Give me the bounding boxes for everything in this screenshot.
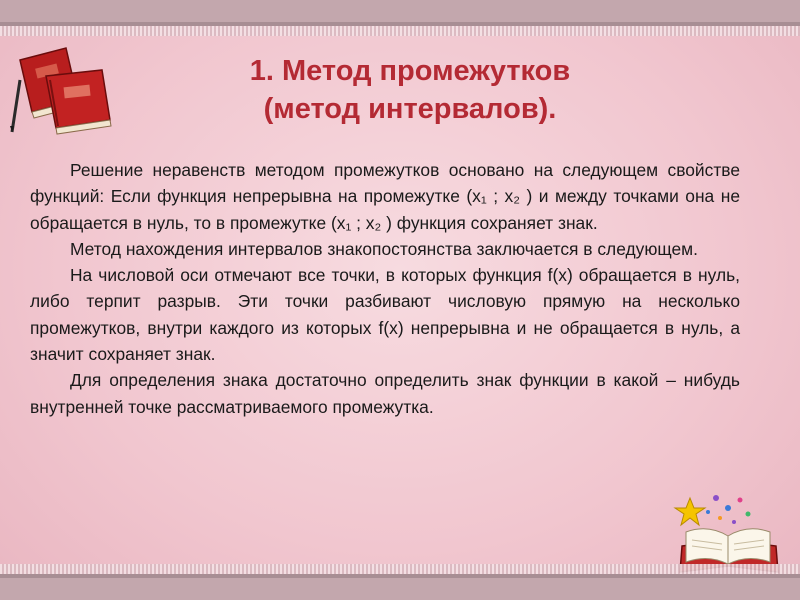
paragraph-4: Для определения знака достаточно определить знак функции в какой – нибудь внутренней точке рассматриваемого промежутка.: [30, 370, 740, 417]
top-decorative-band: [0, 0, 800, 22]
paragraph-1: Решение неравенств методом промежутков основано на следующем свойстве функций: Если функция непрерывна на промежутке (x₁ ; x₂ ) и между точками она не обращается в нуль, то в промежутке (x₁ ; x₂ ) функция сохраняет знак.: [30, 160, 740, 233]
slide-title: [150, 52, 670, 128]
bottom-decorative-band: [0, 578, 800, 600]
title-line-2: (метод интервалов).: [263, 93, 557, 125]
bottom-stripe-border: [0, 564, 800, 574]
top-stripe-border: [0, 26, 800, 36]
title-line-1: 1. Метод промежутков: [249, 55, 571, 87]
body-text: [30, 157, 740, 420]
stacked-books-pen-icon: [6, 40, 121, 135]
paragraph-2: Метод нахождения интервалов знакопостоянства заключается в следующем.: [70, 238, 698, 259]
paragraph-3: На числовой оси отмечают все точки, в которых функция f(x) обращается в нуль, либо терпит разрыв. Эти точки разбивают числовую прямую на несколько промежутков, внутри каждого из которых f(x) непрерывна и не обращается в нуль, а значит сохраняет знак.: [30, 265, 740, 365]
